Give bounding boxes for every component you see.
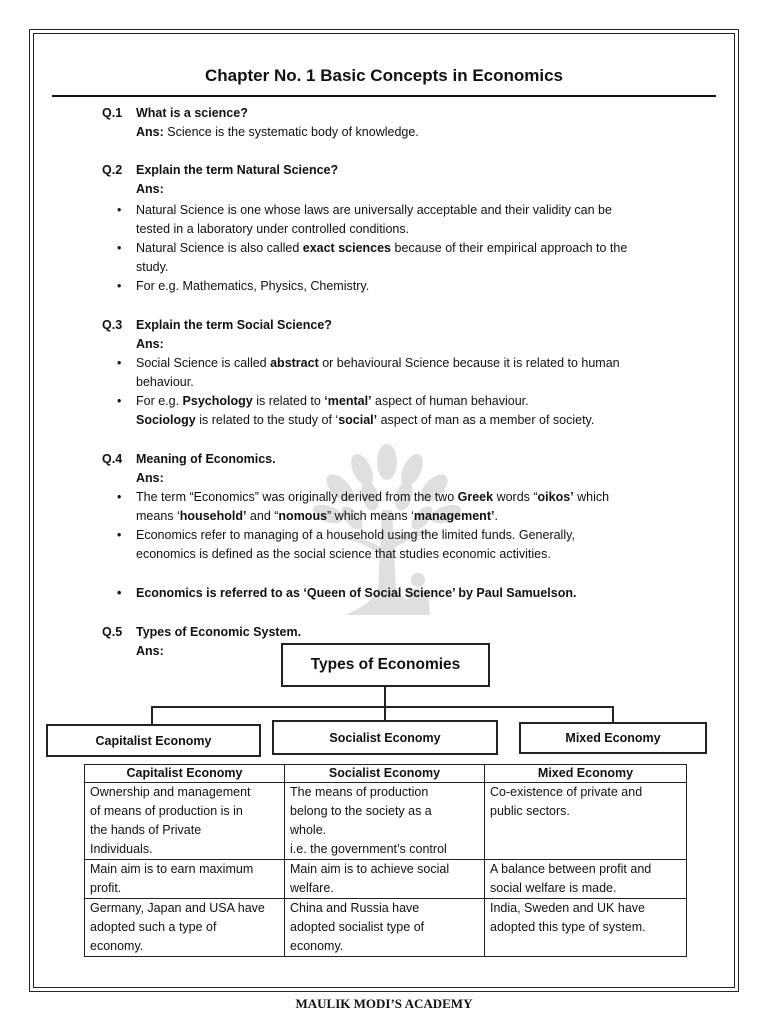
list-item: • For e.g. Psychology is related to ‘mental’ aspect of human behaviour. (117, 392, 677, 411)
table-header-row (85, 765, 687, 783)
diagram-connector (384, 706, 386, 720)
diagram-connector (151, 706, 153, 724)
table-row (85, 899, 687, 957)
question-text: Explain the term Social Science? (136, 318, 332, 332)
socialist-economy-box: Socialist Economy (272, 720, 498, 755)
diagram-connector (384, 687, 386, 707)
table-row (85, 860, 687, 899)
question-5 (102, 623, 301, 642)
answer-text: Science is the systematic body of knowledge. (163, 125, 419, 139)
economy-comparison-table (84, 764, 687, 957)
question-number: Q.2 (102, 163, 123, 177)
question-text: Explain the term Natural Science? (136, 163, 339, 177)
answer-label: Ans: (136, 182, 164, 196)
question-number: Q.1 (102, 106, 123, 120)
mixed-economy-box: Mixed Economy (519, 722, 707, 754)
table-cell: Main aim is to earn maximum profit. (85, 860, 285, 899)
answer-1 (136, 123, 419, 142)
question-1 (102, 104, 248, 123)
question-number: Q.4 (102, 452, 123, 466)
table-cell: China and Russia have adopted socialist type of economy. (285, 899, 485, 957)
table-cell: The means of production belong to the society as a whole. i.e. the government’s control (285, 783, 485, 860)
question-3 (102, 316, 332, 335)
question-text: What is a science? (136, 106, 248, 120)
column-header: Mixed Economy (485, 765, 687, 783)
question-text: Types of Economic System. (136, 625, 302, 639)
answer-4-highlight (117, 584, 677, 603)
answer-4-list (117, 488, 677, 564)
answer-3-continuation: Sociology is related to the study of ‘social’ aspect of man as a member of society. (136, 413, 595, 427)
list-item: • Natural Science is one whose laws are universally acceptable and their validity can be tested in a laboratory under controlled conditions. (117, 201, 677, 239)
table-row (85, 783, 687, 860)
answer-3-list (117, 354, 677, 411)
list-item: • Economics is referred to as ‘Queen of Social Science’ by Paul Samuelson. (117, 584, 677, 603)
list-item: • Natural Science is also called exact sciences because of their empirical approach to the study. (117, 239, 677, 277)
list-item: • The term “Economics” was originally derived from the two Greek words “oikos’ which means ‘household’ and “nomous” which means ‘management’. (117, 488, 677, 526)
answer-label: Ans: (136, 125, 164, 139)
table-cell: Ownership and management of means of production is in the hands of Private Individuals. (85, 783, 285, 860)
answer-label: Ans: (136, 337, 164, 351)
question-4 (102, 450, 276, 469)
column-header: Capitalist Economy (85, 765, 285, 783)
question-number: Q.5 (102, 625, 123, 639)
question-2 (102, 161, 338, 180)
answer-label: Ans: (136, 471, 164, 485)
list-item: • Social Science is called abstract or behavioural Science because it is related to human behaviour. (117, 354, 677, 392)
chapter-title: Chapter No. 1 Basic Concepts in Economics (204, 66, 564, 85)
table-cell: India, Sweden and UK have adopted this type of system. (485, 899, 687, 957)
title-divider (52, 95, 716, 97)
column-header: Socialist Economy (285, 765, 485, 783)
table-cell: Germany, Japan and USA have adopted such a type of economy. (85, 899, 285, 957)
table-cell: A balance between profit and social welfare is made. (485, 860, 687, 899)
answer-2-list (117, 201, 677, 296)
question-number: Q.3 (102, 318, 123, 332)
answer-label: Ans: (136, 644, 164, 658)
question-text: Meaning of Economics. (136, 452, 276, 466)
table-cell: Main aim is to achieve social welfare. (285, 860, 485, 899)
diagram-connector (612, 706, 614, 722)
list-item: • For e.g. Mathematics, Physics, Chemistry. (117, 277, 677, 296)
capitalist-economy-box: Capitalist Economy (46, 724, 261, 757)
diagram-root-box: Types of Economies (281, 643, 490, 687)
table-cell: Co-existence of private and public sectors. (485, 783, 687, 860)
list-item: • Economics refer to managing of a household using the limited funds. Generally, economics is defined as the social science that studies economic activities. (117, 526, 677, 564)
academy-footer: MAULIK MODI’S ACADEMY (295, 996, 473, 1011)
diagram-connector (151, 706, 614, 708)
